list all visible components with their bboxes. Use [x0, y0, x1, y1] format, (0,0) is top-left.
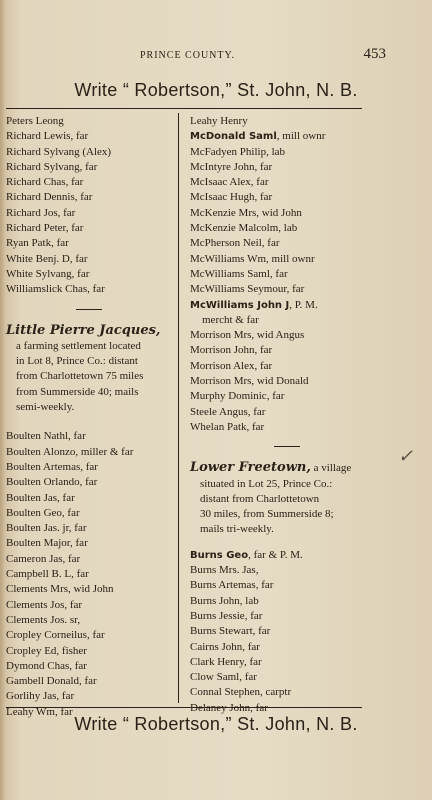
place-description-line: in Lot 8, Prince Co.: distant [16, 355, 138, 368]
directory-entry: Clements Mrs, wid John [6, 583, 114, 596]
section-divider [76, 309, 102, 310]
entry-text: Burns Jessie, far [190, 609, 263, 622]
entry-text: , far & P. M. [248, 548, 303, 561]
directory-entry [190, 670, 370, 685]
entry-text: McWilliams Saml, far [190, 267, 288, 280]
section-divider [274, 446, 300, 447]
entry-text: Murphy Dominic, far [190, 390, 285, 403]
directory-entry: Boulten Geo, far [6, 506, 80, 519]
directory-entry: Boulten Orlando, far [6, 476, 98, 489]
entry-text: McKenzie Malcolm, lab [190, 222, 298, 235]
directory-entry: Boulten Major, far [6, 537, 88, 550]
entry-text: Cairns John, far [190, 640, 260, 653]
right-entries-b [190, 548, 370, 716]
entry-text: McIsaac Hugh, far [190, 191, 273, 204]
directory-entry: White Sylvang, far [6, 267, 90, 280]
directory-entry [190, 313, 370, 328]
directory-entry [190, 578, 370, 593]
directory-entry [190, 252, 370, 267]
directory-entry [190, 145, 370, 160]
directory-entry [190, 282, 370, 297]
entry-text: Burns Artemas, far [190, 579, 274, 592]
place-entry-little-pierre-jacques [6, 323, 176, 416]
entry-text: Connal Stephen, carptr [190, 686, 292, 699]
right-entries-a [190, 114, 370, 435]
directory-entry [190, 389, 370, 404]
directory-entry [190, 221, 370, 236]
entry-bold-name: McDonald Saml [190, 131, 277, 143]
directory-entry [190, 298, 370, 313]
entry-text: Morrison Mrs, wid Angus [190, 329, 305, 342]
directory-entry: Campbell B. L, far [6, 568, 89, 581]
entry-text: McIsaac Alex, far [190, 176, 269, 189]
directory-entry [190, 129, 370, 144]
directory-entry: Boulten Jas. jr, far [6, 522, 87, 535]
directory-entry: Richard Peter, far [6, 222, 84, 235]
bottom-rule [6, 707, 362, 708]
entry-text: , P. M. [289, 298, 318, 311]
directory-entry [190, 374, 370, 389]
directory-entry [190, 405, 370, 420]
entry-text: Burns Stewart, far [190, 625, 271, 638]
place-description-line: semi-weekly. [16, 401, 75, 414]
directory-entry: Richard Lewis, far [6, 130, 89, 143]
directory-entry: Richard Dennis, far [6, 191, 93, 204]
directory-entry: Cropley Ed, fisher [6, 644, 87, 657]
directory-entry: Leahy Wm, far [6, 705, 73, 718]
directory-entry [190, 594, 370, 609]
entry-text: McIntyre John, far [190, 160, 273, 173]
entry-bold-name: Burns Geo [190, 549, 249, 561]
entry-text: Burns Mrs. Jas, [190, 564, 259, 577]
left-entries-b [6, 429, 176, 720]
entry-text: Delaney John, far [190, 701, 268, 714]
directory-entry: Peters Leong [6, 115, 64, 127]
directory-entry: Clements Jos, far [6, 598, 83, 611]
place-first-tail: a village [310, 462, 352, 475]
directory-entry [190, 175, 370, 190]
entry-text: Morrison Mrs, wid Donald [190, 375, 309, 388]
directory-entry: Cameron Jas, far [6, 552, 81, 565]
entry-text: McWilliams Seymour, far [190, 283, 305, 296]
entry-text: Clow Saml, far [190, 671, 257, 684]
directory-entry [190, 267, 370, 282]
place-description-line: distant from Charlottetown [200, 492, 320, 505]
directory-entry [190, 420, 370, 435]
directory-entry [190, 236, 370, 251]
entry-text: mercht & far [202, 313, 259, 326]
entry-text: Morrison Alex, far [190, 359, 273, 372]
directory-entry [190, 624, 370, 639]
directory-entry: Cropley Corneilus, far [6, 629, 105, 642]
place-description-line: mails tri-weekly. [200, 523, 274, 536]
directory-entry: Richard Jos, far [6, 206, 76, 219]
directory-entry [190, 359, 370, 374]
directory-entry [190, 563, 370, 578]
directory-entry [190, 328, 370, 343]
place-name: Lower Freetown, [190, 460, 311, 476]
directory-entry [190, 548, 370, 563]
left-entries-a [6, 114, 176, 298]
column-divider [178, 113, 179, 703]
directory-entry [190, 160, 370, 175]
advertisement-banner-top: Write “ Robertson,” St. John, N. B. [74, 80, 358, 100]
directory-entry [190, 609, 370, 624]
entry-text: McFadyen Philip, lab [190, 145, 286, 158]
entry-bold-name: McWilliams John J [190, 299, 290, 311]
entry-text: Morrison John, far [190, 344, 273, 357]
directory-entry: White Benj. D, far [6, 252, 88, 265]
entry-text: McPherson Neil, far [190, 237, 280, 250]
place-description [200, 477, 370, 538]
place-description-line: from Summerside 40; mails [16, 385, 139, 398]
place-description-line: 30 miles, from Summerside 8; [200, 508, 334, 521]
directory-entry: Boulten Jas, far [6, 491, 75, 504]
directory-entry [190, 190, 370, 205]
entry-text: Whelan Patk, far [190, 420, 265, 433]
directory-entry [190, 640, 370, 655]
directory-entry: Clements Jos. sr, [6, 613, 81, 626]
entry-text: , mill ownr [276, 130, 326, 143]
place-description [16, 339, 176, 415]
page-number: 453 [363, 46, 386, 62]
entry-text: McKenzie Mrs, wid John [190, 206, 302, 219]
directory-entry: Williamslick Chas, far [6, 283, 105, 296]
directory-entry: Dymond Chas, far [6, 659, 87, 672]
entry-text: Leahy Henry [190, 115, 248, 127]
left-column [6, 114, 176, 720]
directory-entry: Gorlihy Jas, far [6, 690, 75, 703]
place-description-line: from Charlottetown 75 miles [16, 370, 144, 383]
directory-entry [190, 655, 370, 670]
directory-entry: Richard Sylvang (Alex) [6, 145, 112, 158]
entry-text: McWilliams Wm, mill ownr [190, 252, 315, 265]
pencil-check-mark-icon: ✓ [398, 446, 414, 466]
advertisement-banner-bottom: Write “ Robertson,” St. John, N. B. [74, 714, 358, 734]
right-column [190, 114, 370, 716]
place-entry-lower-freetown [190, 460, 370, 537]
place-name: Little Pierre Jacques, [6, 322, 161, 338]
entry-text: Steele Angus, far [190, 405, 266, 418]
directory-entry: Gambell Donald, far [6, 675, 97, 688]
running-head: PRINCE COUNTY. [140, 50, 235, 61]
top-rule [6, 108, 362, 109]
directory-entry: Ryan Patk, far [6, 237, 69, 250]
directory-entry: Boulten Artemas, far [6, 460, 98, 473]
directory-entry [190, 343, 370, 358]
directory-entry [190, 685, 370, 700]
entry-text: Burns John, lab [190, 594, 259, 607]
place-description-line: a farming settlement located [16, 339, 141, 352]
directory-entry: Boulten Alonzo, miller & far [6, 445, 134, 458]
entry-text: Clark Henry, far [190, 655, 262, 668]
directory-entry: Richard Sylvang, far [6, 160, 98, 173]
directory-entry [190, 206, 370, 221]
place-description-line: situated in Lot 25, Prince Co.: [200, 477, 333, 490]
directory-entry [190, 114, 370, 129]
directory-entry: Richard Chas, far [6, 176, 84, 189]
directory-entry: Boulten Nathl, far [6, 430, 86, 443]
